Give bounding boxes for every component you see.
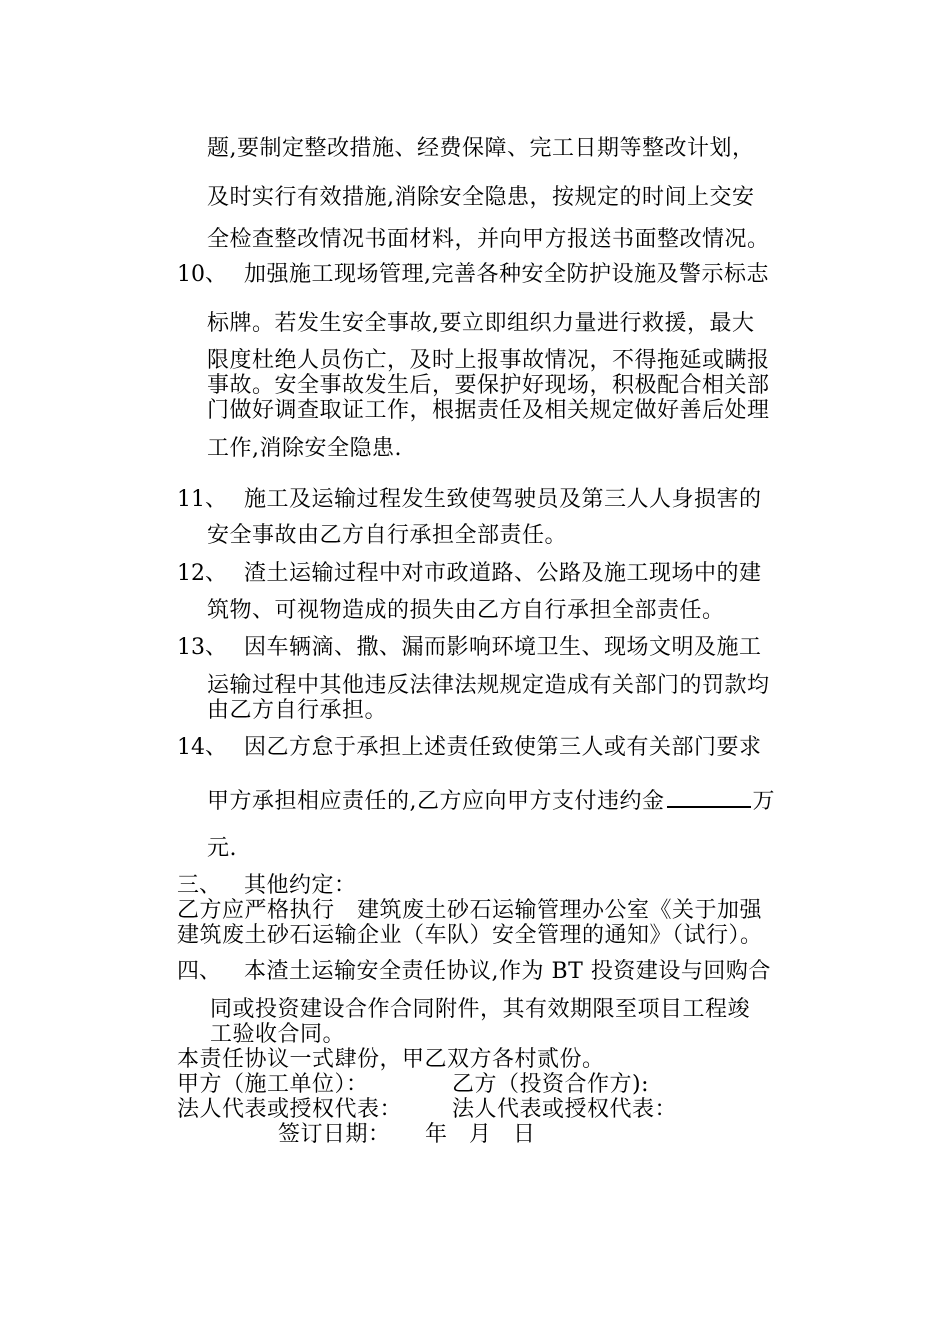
date-day: 日 [513,1122,536,1147]
item9-line2: 及时实行有效措施,消除安全隐患，按规定的时间上交安 [207,185,755,210]
item13-number: 13、 [177,635,227,660]
item10-line1: 加强施工现场管理,完善各种安全防护设施及警示标志 [244,262,769,287]
signing-date-label: 签订日期： [278,1122,391,1147]
item12-line2: 筑物、可视物造成的损失由乙方自行承担全部责任。 [207,598,725,623]
item10-line2: 标牌。若发生安全事故,要立即组织力量进行救援，最大 [207,311,755,336]
item13-line1: 因车辆滴、撒、漏而影响环境卫生、现场文明及施工 [244,635,762,660]
section4-line1: 本渣土运输安全责任协议,作为 BT 投资建设与回购合 [244,959,771,984]
item10-line5: 门做好调查取证工作，根据责任及相关规定做好善后处理 [207,398,770,423]
item11-number: 11、 [177,487,227,512]
party-b-representative-label: 法人代表或授权代表： [452,1097,678,1122]
section3-number: 三、 [177,873,222,898]
item13-line3: 由乙方自行承担。 [207,698,388,723]
section3-line2: 建筑废土砂石运输企业（车队）安全管理的通知》（试行）。 [177,923,763,948]
item10-line3: 限度杜绝人员伤亡，及时上报事故情况，不得拖延或瞒报 [207,348,770,373]
penalty-amount-blank [667,786,751,808]
item11-line2: 安全事故由乙方自行承担全部责任。 [207,523,568,548]
date-year: 年 [425,1122,448,1147]
item14-line1: 因乙方怠于承担上述责任致使第三人或有关部门要求 [244,735,762,760]
copies-statement: 本责任协议一式肆份，甲乙双方各村贰份。 [177,1047,605,1072]
item9-line3: 全检查整改情况书面材料，并向甲方报送书面整改情况。 [207,227,770,252]
item10-number: 10、 [177,262,227,287]
party-a-label: 甲方（施工单位）： [177,1072,369,1097]
item14-line2-unit: 万 [752,789,776,814]
section4-line2: 同或投资建设合作合同附件，其有效期限至项目工程竣 [210,997,751,1022]
item10-line4: 事故。安全事故发生后，要保护好现场，积极配合相关部 [207,373,770,398]
party-a-representative-label: 法人代表或授权代表： [177,1097,403,1122]
item9-line1: 题,要制定整改措施、经费保障、完工日期等整改计划， [207,136,755,161]
item14-number: 14、 [177,735,227,760]
item12-number: 12、 [177,561,227,586]
section4-number: 四、 [177,959,222,984]
item11-line1: 施工及运输过程发生致使驾驶员及第三人人身损害的 [244,487,762,512]
section3-title: 其他约定： [244,873,357,898]
section3-line1: 乙方应严格执行 建筑废土砂石运输管理办公室《关于加强 [177,898,762,923]
party-b-label: 乙方（投资合作方): [452,1072,649,1097]
item14-line3: 元. [207,836,237,861]
date-month: 月 [469,1122,492,1147]
item14-line2-text: 甲方承担相应责任的,乙方应向甲方支付违约金 [207,789,665,814]
section4-line3: 工验收合同。 [210,1022,346,1047]
item12-line1: 渣土运输过程中对市政道路、公路及施工现场中的建 [244,561,762,586]
item14-line2 [207,786,775,815]
item13-line2: 运输过程中其他违反法律法规规定造成有关部门的罚款均 [207,673,770,698]
item10-line6: 工作,消除安全隐患. [207,436,402,461]
